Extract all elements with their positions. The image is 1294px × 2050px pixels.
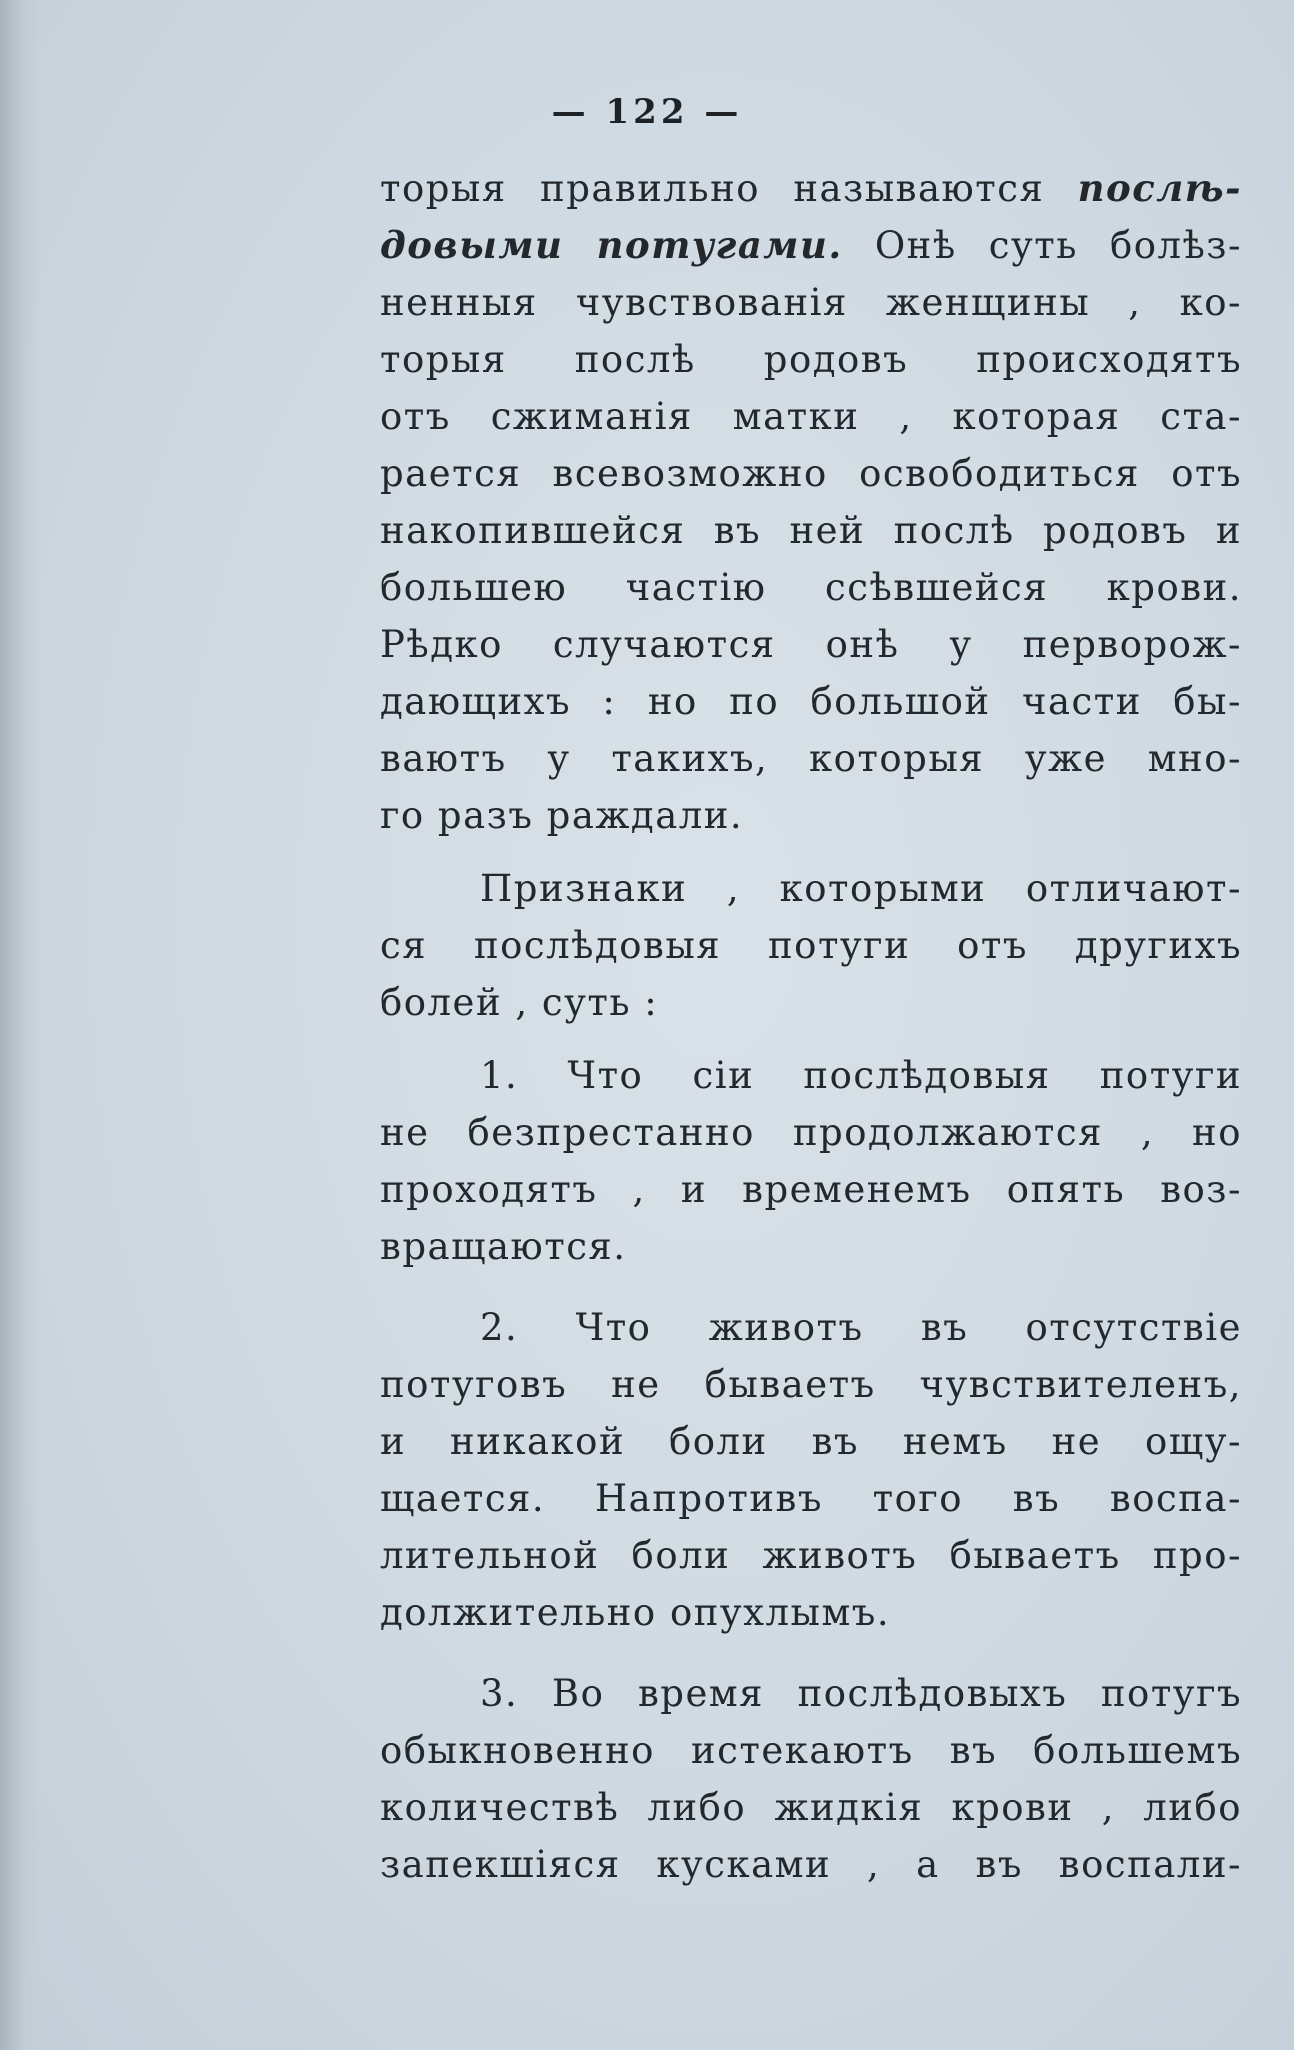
text-line: довыми потугами. Онѣ суть болѣз- <box>380 223 1242 267</box>
text-line: рается всевозможно освободиться отъ <box>380 452 1242 495</box>
italic-term: довыми потугами. <box>380 223 843 267</box>
text-line: ненныя чувствованія женщины , ко- <box>380 281 1242 324</box>
text-line: лительной боли животъ бываетъ про- <box>380 1534 1242 1577</box>
text-line: обыкновенно истекаютъ въ большемъ <box>380 1729 1242 1772</box>
text-line: торыя послѣ родовъ происходятъ <box>380 338 1242 381</box>
page-binding-shadow <box>0 0 40 2050</box>
text-line: ся послѣдовыя потуги отъ другихъ <box>380 924 1242 967</box>
body-text <box>380 160 1242 1893</box>
text-line: 3. Во время послѣдовыхъ потугъ <box>480 1672 1242 1715</box>
text-line: запекшіяся кусками , а въ воспали- <box>380 1843 1242 1886</box>
text-line: торыя правильно называются послѣ- <box>380 166 1242 210</box>
list-item-2 <box>380 1299 1242 1641</box>
text-line: должительно опухлымъ. <box>380 1591 891 1634</box>
text-line: щается. Напротивъ того въ воспа- <box>380 1477 1242 1520</box>
text-line: проходятъ , и временемъ опять воз- <box>380 1168 1242 1211</box>
list-item-1 <box>380 1047 1242 1275</box>
text-line: го разъ раждали. <box>380 794 744 837</box>
text-line: потуговъ не бываетъ чувствителенъ, <box>380 1363 1242 1406</box>
paragraph-2 <box>380 860 1242 1031</box>
text-line: вращаются. <box>380 1225 627 1268</box>
text-line: болей , суть : <box>380 981 659 1024</box>
list-item-3 <box>380 1665 1242 1893</box>
italic-term: послѣ- <box>1077 166 1242 210</box>
text-line: 2. Что животъ въ отсутствіе <box>480 1306 1242 1349</box>
text-line: Признаки , которыми отличают- <box>480 867 1242 910</box>
paragraph-1 <box>380 160 1242 844</box>
text-line: 1. Что сіи послѣдовыя потуги <box>480 1054 1242 1097</box>
text-line: количествѣ либо жидкія крови , либо <box>380 1786 1242 1829</box>
text-line: ваютъ у такихъ, которыя уже мно- <box>380 737 1242 780</box>
text-line: дающихъ : но по большой части бы- <box>380 680 1242 723</box>
text-line: и никакой боли въ немъ не ощу- <box>380 1420 1242 1463</box>
text-line: Рѣдко случаются онѣ у перворож- <box>380 623 1242 666</box>
page-number: — 122 — <box>551 92 743 132</box>
text-line: большею частію ссѣвшейся крови. <box>380 566 1242 609</box>
text-line: не безпрестанно продолжаются , но <box>380 1111 1242 1154</box>
text-line: накопившейся въ ней послѣ родовъ и <box>380 509 1242 552</box>
text-line: отъ сжиманія матки , которая ста- <box>380 395 1242 438</box>
